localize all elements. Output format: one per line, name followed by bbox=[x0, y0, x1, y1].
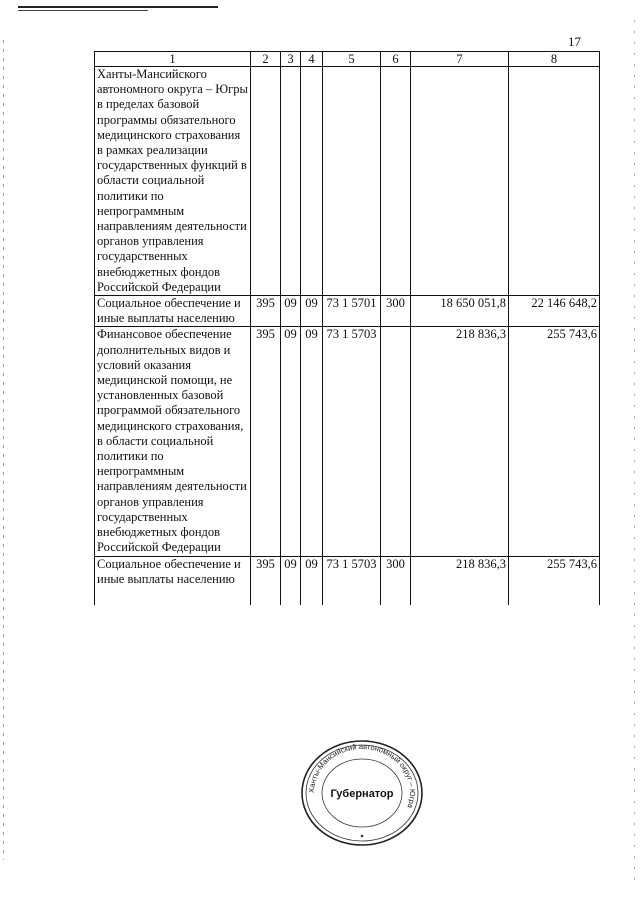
budget-table bbox=[94, 51, 600, 605]
header-col-5: 5 bbox=[323, 52, 381, 67]
row-target-item bbox=[323, 67, 381, 296]
table-row bbox=[95, 67, 600, 296]
header-col-7: 7 bbox=[411, 52, 509, 67]
page-number: 17 bbox=[568, 34, 581, 49]
row-name: Социальное обеспечение и иные выплаты населению bbox=[95, 556, 251, 605]
row-subsection bbox=[301, 67, 323, 296]
row-admin-code: 395 bbox=[251, 296, 281, 327]
row-admin-code: 395 bbox=[251, 556, 281, 605]
header-col-4: 4 bbox=[301, 52, 323, 67]
row-subsection: 09 bbox=[301, 296, 323, 327]
row-amount-year1: 218 836,3 bbox=[411, 556, 509, 605]
row-amount-year2: 22 146 648,2 bbox=[509, 296, 600, 327]
seal-ring-text: Ханты-Мансийский автономный округ – Югра bbox=[306, 741, 418, 810]
row-section bbox=[281, 67, 301, 296]
header-col-3: 3 bbox=[281, 52, 301, 67]
row-admin-code bbox=[251, 67, 281, 296]
seal-center-text: Губернатор bbox=[330, 788, 394, 800]
table-row bbox=[95, 296, 600, 327]
row-amount-year1: 18 650 051,8 bbox=[411, 296, 509, 327]
row-name: Социальное обеспечение и иные выплаты населению bbox=[95, 296, 251, 327]
row-subsection: 09 bbox=[301, 327, 323, 556]
row-name: Финансовое обеспечение дополнительных видов и условий оказания медицинской помощи, не установленных базовой программой обязательного медицинского страхования, в области социальной политики по непрограммным направлениям деятельности органов управления государственных внебюджетных фондов Российской Федерации bbox=[95, 327, 251, 556]
scan-top-mark bbox=[18, 6, 218, 8]
seal-dot bbox=[361, 835, 363, 837]
row-amount-year2: 255 743,6 bbox=[509, 556, 600, 605]
scan-right-edge bbox=[634, 20, 635, 880]
row-amount-year1 bbox=[411, 67, 509, 296]
header-col-8: 8 bbox=[509, 52, 600, 67]
row-expense-type: 300 bbox=[381, 296, 411, 327]
row-section: 09 bbox=[281, 556, 301, 605]
row-amount-year2: 255 743,6 bbox=[509, 327, 600, 556]
row-subsection: 09 bbox=[301, 556, 323, 605]
table-row bbox=[95, 327, 600, 556]
scan-top-mark-thin bbox=[18, 10, 148, 11]
row-expense-type bbox=[381, 327, 411, 556]
row-target-item: 73 1 5703 bbox=[323, 327, 381, 556]
row-amount-year2 bbox=[509, 67, 600, 296]
table-row bbox=[95, 556, 600, 605]
header-col-1: 1 bbox=[95, 52, 251, 67]
header-row bbox=[95, 52, 600, 67]
row-target-item: 73 1 5703 bbox=[323, 556, 381, 605]
scan-left-edge bbox=[3, 40, 4, 860]
row-section: 09 bbox=[281, 296, 301, 327]
header-col-6: 6 bbox=[381, 52, 411, 67]
row-section: 09 bbox=[281, 327, 301, 556]
header-col-2: 2 bbox=[251, 52, 281, 67]
official-seal bbox=[296, 738, 428, 848]
row-target-item: 73 1 5701 bbox=[323, 296, 381, 327]
row-expense-type: 300 bbox=[381, 556, 411, 605]
row-expense-type bbox=[381, 67, 411, 296]
seal-graphic bbox=[296, 738, 428, 848]
row-admin-code: 395 bbox=[251, 327, 281, 556]
row-name: Ханты-Мансийского автономного округа – Югры в пределах базовой программы обязательного медицинского страхования в рамках реализации государственных функций в области социальной политики по непрограммным направлениям деятельности органов управления государственных внебюджетных фондов Российской Федерации bbox=[95, 67, 251, 296]
row-amount-year1: 218 836,3 bbox=[411, 327, 509, 556]
